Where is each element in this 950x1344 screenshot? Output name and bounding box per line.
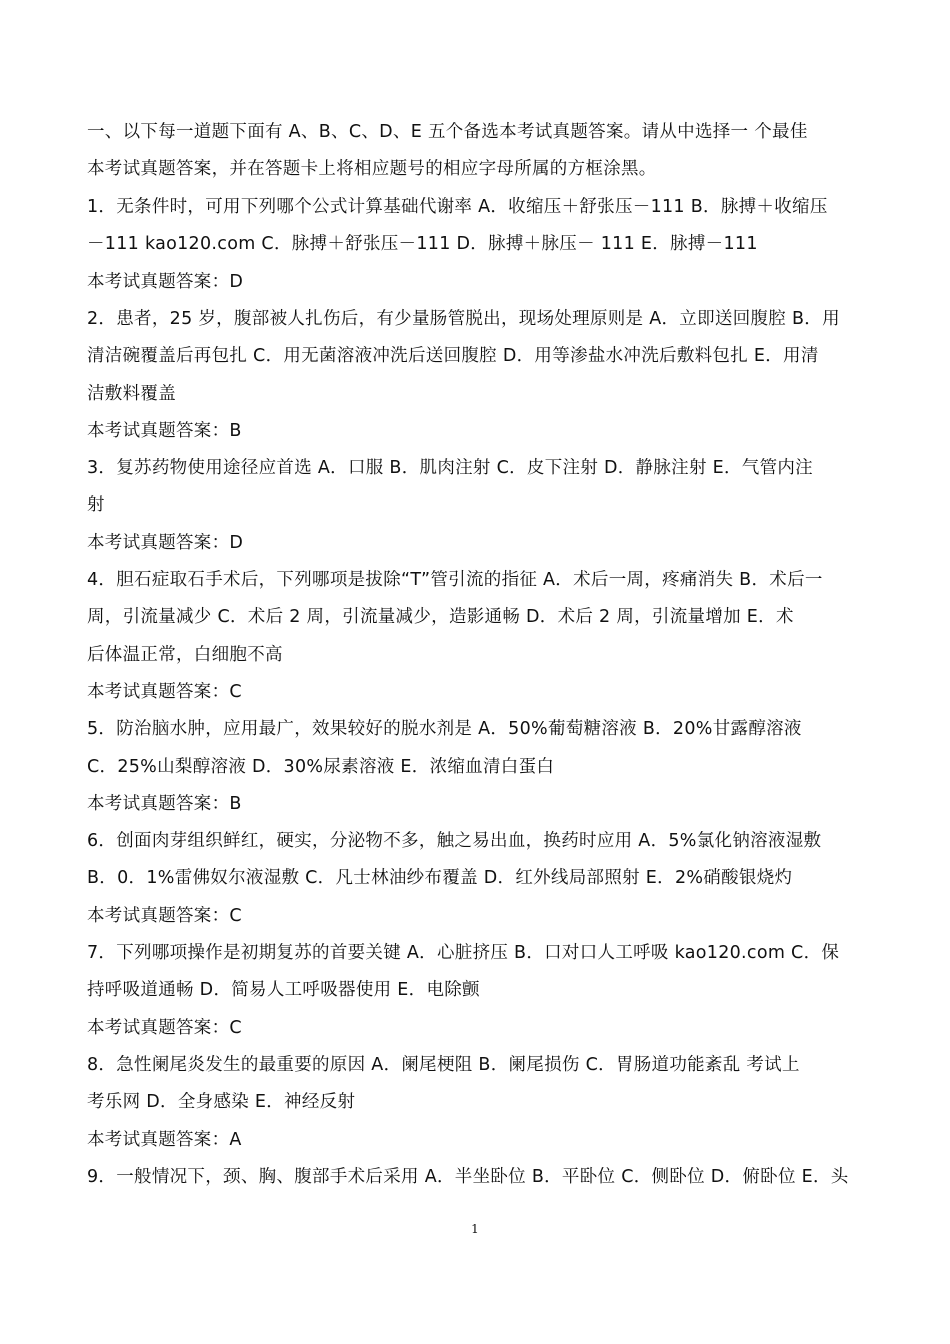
answer-line: 本考试真题答案：D	[87, 272, 244, 292]
question-line: 后体温正常，白细胞不高	[87, 645, 283, 665]
question-line: 5．防治脑水肿，应用最广，效果较好的脱水剂是 A．50%葡萄糖溶液 B．20%甘露醇溶液	[87, 719, 802, 739]
question-line: 6．创面肉芽组织鲜红，硬实，分泌物不多，触之易出血，换药时应用 A．5%氯化钠溶液湿敷	[87, 831, 822, 851]
question-line: 2．患者，25 岁，腹部被人扎伤后，有少量肠管脱出，现场处理原则是 A．立即送回腹腔 B．用	[87, 309, 840, 329]
page-number: 1	[471, 1222, 479, 1236]
question-line: B．0．1%雷佛奴尔液湿敷 C．凡士林油纱布覆盖 D．红外线局部照射 E．2%硝酸银烧灼	[87, 868, 793, 888]
answer-line: 本考试真题答案：B	[87, 794, 242, 814]
question-line: 9．一般情况下，颈、胸、腹部手术后采用 A．半坐卧位 B．平卧位 C．侧卧位 D．俯卧位 E．头	[87, 1167, 849, 1187]
question-line: C．25%山梨醇溶液 D．30%尿素溶液 E．浓缩血清白蛋白	[87, 757, 555, 777]
question-line: 考乐网 D．全身感染 E．神经反射	[87, 1092, 356, 1112]
question-line: －111 kao120.com C．脉搏＋舒张压－111 D．脉搏＋脉压－ 111 E．脉搏－111	[87, 234, 758, 254]
question-line: 洁敷料覆盖	[87, 384, 176, 404]
question-line: 周，引流量减少 C．术后 2 周，引流量减少，造影通畅 D．术后 2 周，引流量增加 E．术	[87, 607, 794, 627]
question-line: 清洁碗覆盖后再包扎 C．用无菌溶液冲洗后送回腹腔 D．用等渗盐水冲洗后敷料包扎 E．用清	[87, 346, 819, 366]
answer-line: 本考试真题答案：B	[87, 421, 242, 441]
instructions-line: 一、以下每一道题下面有 A、B、C、D、E 五个备选本考试真题答案。请从中选择一 个最佳	[87, 122, 808, 142]
question-line: 3．复苏药物使用途径应首选 A．口服 B．肌肉注射 C．皮下注射 D．静脉注射 E．气管内注	[87, 458, 813, 478]
answer-line: 本考试真题答案：A	[87, 1130, 242, 1150]
answer-line: 本考试真题答案：C	[87, 682, 242, 702]
question-line: 持呼吸道通畅 D．简易人工呼吸器使用 E．电除颤	[87, 980, 480, 1000]
instructions-line: 本考试真题答案，并在答题卡上将相应题号的相应字母所属的方框涂黑。	[87, 159, 657, 179]
question-line: 4．胆石症取石手术后，下列哪项是拔除“T”管引流的指征 A．术后一周，疼痛消失 B．术后一	[87, 570, 823, 590]
answer-line: 本考试真题答案：C	[87, 1018, 242, 1038]
question-line: 7．下列哪项操作是初期复苏的首要关键 A．心脏挤压 B．口对口人工呼吸 kao120.com C．保	[87, 943, 840, 963]
question-line: 1．无条件时，可用下列哪个公式计算基础代谢率 A．收缩压＋舒张压－111 B．脉搏＋收缩压	[87, 197, 828, 217]
question-line: 8．急性阑尾炎发生的最重要的原因 A．阑尾梗阻 B．阑尾损伤 C．胃肠道功能紊乱 考试上	[87, 1055, 800, 1075]
answer-line: 本考试真题答案：C	[87, 906, 242, 926]
question-line: 射	[87, 495, 105, 515]
answer-line: 本考试真题答案：D	[87, 533, 244, 553]
